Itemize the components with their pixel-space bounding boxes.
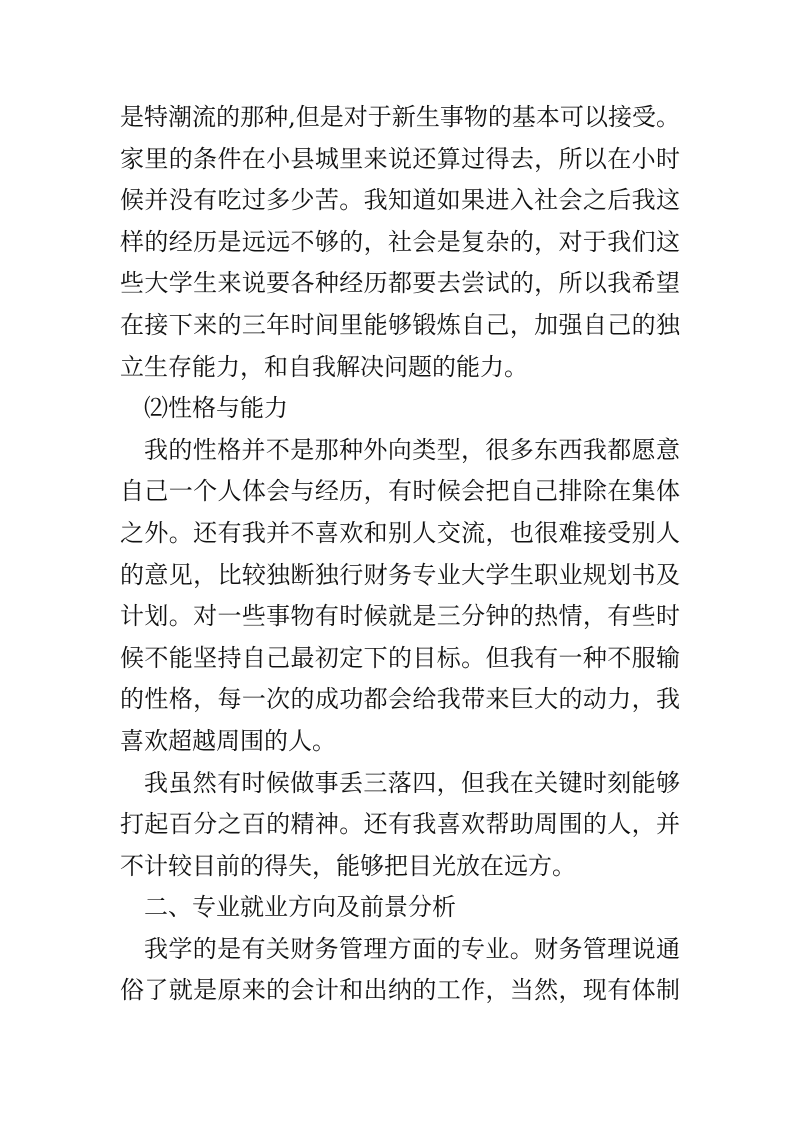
text-line: 打起百分之百的精神。还有我喜欢帮助周围的人，并 [120,810,680,839]
text-line: 候不能坚持自己最初定下的目标。但我有一种不服输 [120,643,680,672]
text-line: 之外。还有我并不喜欢和别人交流，也很难接受别人 [120,518,680,547]
text-line: 立生存能力，和自我解决问题的能力。 [120,352,528,381]
text-line: 的意见，比较独断独行财务专业大学生职业规划书及 [120,560,680,589]
text-line: 不计较目前的得失，能够把目光放在远方。 [120,851,576,880]
text-line: 俗了就是原来的会计和出纳的工作，当然，现有体制 [120,976,680,1005]
section-heading: 二、专业就业方向及前景分析 [144,893,456,922]
text-line: 是特潮流的那种,但是对于新生事物的基本可以接受。 [120,103,680,131]
section-heading: ⑵性格与能力 [144,394,288,423]
text-line: 自己一个人体会与经历，有时候会把自己排除在集体 [120,477,680,506]
text-line: 在接下来的三年时间里能够锻炼自己，加强自己的独 [120,310,680,339]
text-line: 样的经历是远远不够的，社会是复杂的，对于我们这 [120,227,680,256]
text-line: 候并没有吃过多少苦。我知道如果进入社会之后我这 [120,186,680,215]
text-line: 计划。对一些事物有时候就是三分钟的热情，有些时 [120,602,680,631]
text-line: 我虽然有时候做事丢三落四，但我在关键时刻能够 [144,768,680,797]
body-text [120,97,680,1012]
text-line: 喜欢超越周围的人。 [120,726,336,755]
text-line: 的性格，每一次的成功都会给我带来巨大的动力，我 [120,685,680,714]
text-line: 我学的是有关财务管理方面的专业。财务管理说通 [144,934,680,963]
text-line: 我的性格并不是那种外向类型，很多东西我都愿意 [144,435,680,464]
text-line: 些大学生来说要各种经历都要去尝试的，所以我希望 [120,269,680,298]
text-line: 家里的条件在小县城里来说还算过得去，所以在小时 [120,144,680,173]
